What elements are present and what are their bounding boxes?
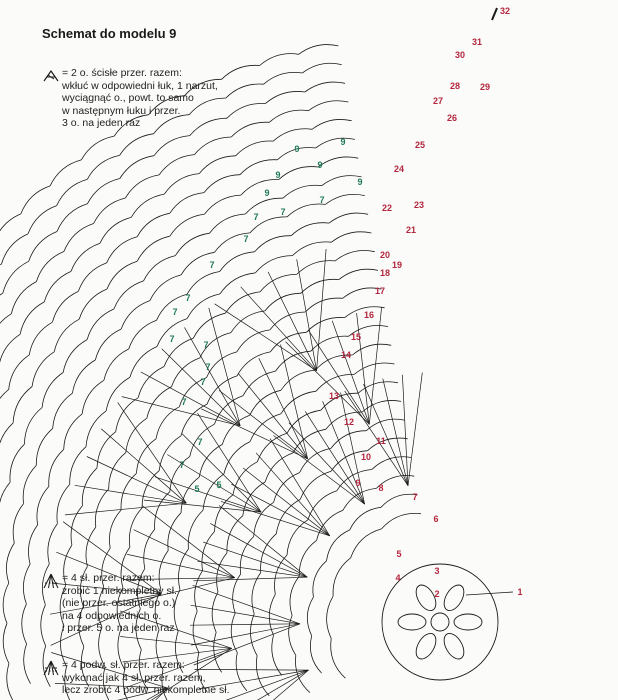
chain-arc <box>95 329 121 360</box>
chain-arc <box>36 252 64 282</box>
chain-arc <box>276 499 300 533</box>
motif-petal <box>454 614 482 630</box>
chain-arc <box>231 311 265 333</box>
four-dc-cluster-symbol-icon <box>42 572 60 590</box>
chain-arc <box>137 236 170 261</box>
chain-arc <box>372 457 411 470</box>
chain-arc <box>193 313 225 338</box>
stitch-line <box>369 307 381 424</box>
chain-arc <box>283 185 322 198</box>
chain-arc <box>240 160 277 175</box>
round-number-label: 12 <box>343 417 355 427</box>
stitch-line <box>286 342 370 425</box>
chain-arc <box>79 289 107 319</box>
round-number-label: 21 <box>405 225 417 235</box>
chain-arc <box>0 423 13 461</box>
chain-arc <box>164 338 193 366</box>
chain-arc <box>287 410 321 433</box>
chain-arc <box>335 251 375 261</box>
chain-arc <box>36 428 52 465</box>
chain-arc <box>299 45 339 55</box>
legend-item-two-sc <box>42 67 242 130</box>
round-number-label: 30 <box>454 50 466 60</box>
chain-arc <box>29 322 52 355</box>
repeat-mark-label: 7 <box>200 377 206 387</box>
chain-arc <box>0 334 20 368</box>
chain-arc <box>306 317 344 332</box>
chain-arc <box>144 256 176 281</box>
chain-arc <box>316 138 355 148</box>
two-sc-together-symbol-icon <box>42 67 60 85</box>
chain-arc <box>274 555 287 594</box>
chain-arc <box>95 489 108 527</box>
stitch-line <box>198 413 262 512</box>
chain-arc <box>260 54 299 66</box>
chain-arc <box>116 398 138 432</box>
stitch-line <box>383 379 408 486</box>
chain-arc <box>312 119 352 129</box>
chain-arc <box>351 529 382 558</box>
chain-arc <box>20 302 44 334</box>
chain-arc <box>250 614 257 656</box>
round-number-label: 7 <box>412 492 418 502</box>
motif-petal <box>412 630 440 662</box>
repeat-mark-label: 9 <box>340 137 346 147</box>
chain-arc <box>156 407 179 439</box>
chain-arc <box>339 269 378 279</box>
chain-arc <box>287 204 325 217</box>
round-number-label: 2 <box>434 589 440 599</box>
chain-arc <box>10 444 24 482</box>
stitch-line <box>231 484 329 536</box>
chain-arc <box>170 214 205 236</box>
chain-arc <box>7 664 15 700</box>
round-number-label: 25 <box>414 140 426 150</box>
motif-center <box>431 613 449 631</box>
chain-arc <box>29 232 57 262</box>
chain-arc <box>322 176 362 186</box>
chain-arc <box>237 330 270 352</box>
chain-arc <box>0 482 10 521</box>
repeat-mark-label: 7 <box>205 362 211 372</box>
chain-arc <box>32 352 54 387</box>
chain-arc <box>0 389 9 425</box>
chain-arc <box>3 583 9 623</box>
chain-arc <box>155 492 170 530</box>
chain-arc <box>121 301 150 329</box>
repeat-mark-label: 7 <box>181 397 187 407</box>
chain-arc <box>366 419 404 431</box>
round-number-label: 28 <box>449 81 461 91</box>
stitch-line <box>256 453 330 536</box>
chain-arc <box>255 236 292 252</box>
chain-arc <box>120 156 154 179</box>
round-number-label: 8 <box>378 483 384 493</box>
chain-arc <box>199 156 235 174</box>
chain-arc <box>120 134 154 156</box>
stitch-line <box>65 503 186 515</box>
chain-arc <box>11 282 36 314</box>
stitch-line <box>305 411 364 504</box>
chain-arc <box>205 195 241 214</box>
chain-arc <box>154 136 190 156</box>
repeat-mark-label: 9 <box>357 177 363 187</box>
chain-arc <box>24 644 31 684</box>
chain-arc <box>1 234 28 264</box>
stitch-line <box>142 506 235 578</box>
legend-text-two-sc: = 2 o. ścisłe przer. razem: wkłuć w odpowiedni łuk, 1 narzut, wyciągnąć o., powt. to samo w następnym łuku i przer. 3 o. na jeden raz <box>62 67 218 129</box>
stitch-line <box>402 375 408 486</box>
chain-arc <box>318 157 358 167</box>
chain-arc <box>137 213 170 237</box>
chain-arc <box>64 414 82 450</box>
chain-arc <box>194 137 231 155</box>
chain-arc <box>22 604 27 644</box>
round-number-label: 29 <box>479 82 491 92</box>
chain-arc <box>70 447 86 485</box>
chain-arc <box>87 179 119 204</box>
stitch-line <box>364 384 409 486</box>
chain-arc <box>215 495 233 532</box>
chain-arc <box>87 309 114 340</box>
stitch-line <box>408 373 422 486</box>
round-number-label: 22 <box>381 203 393 213</box>
chain-arc <box>87 155 119 179</box>
chain-arc <box>181 404 207 436</box>
chain-arc <box>307 597 313 636</box>
chain-arc <box>261 534 277 573</box>
stitch-line <box>219 390 308 459</box>
chain-arc <box>164 174 199 195</box>
round-number-label: 24 <box>393 164 405 174</box>
chain-arc <box>236 141 274 156</box>
chain-arc <box>3 623 9 663</box>
motif-petal <box>440 630 468 662</box>
repeat-mark-label: 7 <box>319 195 325 205</box>
stitch-line <box>118 402 187 503</box>
chain-arc <box>181 477 199 513</box>
chain-arc <box>270 332 306 352</box>
chain-arc <box>57 484 70 523</box>
chain-arc <box>100 217 131 243</box>
round-number-label: 31 <box>471 37 483 47</box>
chain-arc <box>289 616 296 656</box>
round-number-label: 27 <box>432 96 444 106</box>
chain-arc <box>48 524 58 564</box>
chain-arc <box>245 198 283 214</box>
chain-arc <box>104 349 129 380</box>
chain-arc <box>279 167 318 180</box>
chain-arc <box>220 252 255 272</box>
repeat-mark-label: 9 <box>294 144 300 154</box>
chain-arc <box>382 513 421 529</box>
legend-item-four-tr <box>42 659 242 697</box>
round-number-label: 18 <box>379 268 391 278</box>
chain-arc <box>57 179 87 205</box>
round-number-label: 6 <box>433 514 439 524</box>
chain-arc <box>354 363 394 374</box>
round-number-label: 5 <box>396 549 402 559</box>
chain-arc <box>86 527 96 566</box>
chain-arc <box>352 344 391 355</box>
chain-arc <box>265 91 304 103</box>
repeat-mark-label: 7 <box>179 460 185 470</box>
chain-arc <box>256 656 269 696</box>
chain-arc <box>260 274 297 292</box>
stitch-line <box>134 530 235 578</box>
round-number-label: 3 <box>434 566 440 576</box>
round-number-label: 13 <box>328 391 340 401</box>
repeat-mark-label: 5 <box>194 484 200 494</box>
chain-arc <box>114 281 144 309</box>
stitch-line <box>341 393 365 505</box>
chain-arc <box>170 193 204 214</box>
round-number-label: 11 <box>376 436 386 446</box>
round-number-label: 23 <box>413 200 425 210</box>
repeat-mark-label: 7 <box>280 207 286 217</box>
round-labels <box>329 6 523 599</box>
chain-arc <box>52 291 78 322</box>
round-number-label: 15 <box>350 332 362 342</box>
legend-text-four-tr: = 4 podw. sł. przer. razem: wykonać jak 4 sł. przer. razem, lecz zrobić 4 podw. niekompletne sł. <box>62 659 230 696</box>
chain-arc <box>241 179 279 195</box>
chain-arc <box>233 462 257 495</box>
chain-arc <box>78 263 106 292</box>
chain-arc <box>72 360 95 393</box>
motif-petal <box>440 582 468 614</box>
chain-arc <box>313 561 327 597</box>
chain-arc <box>210 214 246 233</box>
legend-text-four-dc: = 4 sł. przer. razem: zrobić 1 niekompletny sł. (nie przer. ostatniego o.) na 4 odpowiednich o. i przer. 5 o. na jeden raz <box>62 572 177 634</box>
stitch-line <box>162 349 241 426</box>
chain-arc <box>207 376 237 404</box>
stitch-line <box>221 501 330 535</box>
round-number-label: 4 <box>395 573 401 583</box>
chain-arc <box>269 110 308 122</box>
round-number-label: 26 <box>446 113 458 123</box>
chain-arc <box>86 411 106 447</box>
chain-arc <box>272 635 282 675</box>
chain-arc <box>109 510 121 548</box>
round-number-label: 9 <box>355 478 361 488</box>
chain-arc <box>311 336 349 351</box>
stitch-line <box>201 409 307 459</box>
chain-arc <box>305 82 345 92</box>
chain-arc <box>3 261 29 293</box>
chain-arc <box>130 347 157 378</box>
repeat-mark-label: 7 <box>253 212 259 222</box>
chain-arc <box>107 261 137 289</box>
chain-arc <box>23 564 30 604</box>
chain-arc <box>81 136 114 160</box>
chain-arc <box>264 72 303 84</box>
round-32-start-marker <box>492 8 497 20</box>
chain-arc <box>299 540 316 576</box>
chain-arc <box>220 273 255 294</box>
chain-arc <box>0 264 1 296</box>
stitch-line <box>297 259 317 370</box>
chain-arc <box>28 525 37 564</box>
repeat-mark-label: 9 <box>264 188 270 198</box>
chain-arc <box>106 377 130 411</box>
round-number-label: 14 <box>340 350 352 360</box>
chain-arc <box>159 436 181 471</box>
chain-arc <box>281 370 316 390</box>
chain-arc <box>13 504 23 543</box>
chain-arc <box>23 465 36 503</box>
chain-arc <box>42 373 63 408</box>
repeat-mark-label: 9 <box>275 170 281 180</box>
chain-arc <box>168 513 181 551</box>
chain-arc <box>310 636 321 673</box>
chain-arc <box>187 272 220 295</box>
chain-arc <box>125 175 159 198</box>
chain-arc <box>82 380 104 414</box>
chain-arc <box>159 155 194 175</box>
chain-arc <box>57 204 87 232</box>
chain-arc <box>129 508 142 547</box>
chain-arc <box>187 294 220 319</box>
chain-arc <box>126 418 147 452</box>
stitch-line <box>289 423 365 504</box>
chain-arc <box>53 393 73 428</box>
chain-arc <box>94 198 126 224</box>
repeat-mark-label: 7 <box>209 260 215 270</box>
chain-arc <box>175 233 209 255</box>
stitch-line <box>75 485 187 503</box>
chain-arc <box>147 387 172 419</box>
chain-arc <box>9 355 30 390</box>
chain-arc <box>24 408 42 445</box>
chain-arc <box>6 543 14 583</box>
repeat-mark-label: 7 <box>197 437 203 447</box>
chain-arc <box>150 275 181 301</box>
chain-arc <box>327 596 334 638</box>
page-title: Schemat do modelu 9 <box>42 26 177 41</box>
chain-arc <box>13 387 32 423</box>
chain-arc <box>44 271 71 302</box>
chain-arc <box>204 175 240 193</box>
legend-item-four-dc <box>42 572 242 635</box>
chain-arc <box>131 194 164 217</box>
chain-arc <box>270 312 305 330</box>
chain-arc <box>107 237 138 263</box>
chain-arc <box>325 194 364 204</box>
repeat-mark-label: 7 <box>203 340 209 350</box>
chain-arc <box>333 558 351 596</box>
repeat-mark-label: 5 <box>216 480 222 490</box>
chain-arc <box>350 507 381 530</box>
four-tr-cluster-symbol-icon <box>42 659 60 677</box>
round-number-label: 32 <box>499 6 511 16</box>
chain-arc <box>331 638 346 678</box>
round-number-label: 1 <box>517 587 523 597</box>
chain-arc <box>301 279 339 293</box>
chain-arc <box>64 224 94 252</box>
chain-arc <box>305 298 342 312</box>
motif-petal <box>398 614 426 630</box>
repeat-labels <box>169 137 362 494</box>
chain-arc <box>331 431 366 449</box>
repeat-mark-label: 7 <box>185 293 191 303</box>
chain-arc <box>308 101 348 111</box>
chain-arc <box>290 576 299 615</box>
round-number-label: 20 <box>379 250 391 260</box>
stitch-line <box>87 457 187 504</box>
stitch-line <box>209 308 240 426</box>
repeat-mark-label: 7 <box>243 234 249 244</box>
chain-arc <box>224 442 250 474</box>
round-number-label: 17 <box>374 286 386 296</box>
chain-arc <box>21 186 50 214</box>
chain-arc <box>329 213 368 223</box>
chain-arc <box>255 256 292 273</box>
chain-arc <box>49 449 64 486</box>
chain-arc <box>129 320 157 349</box>
round-number-label: 10 <box>360 452 372 462</box>
chain-arc <box>37 487 49 525</box>
chain-arc <box>358 382 398 393</box>
chain-arc <box>63 340 87 373</box>
chain-arc <box>281 391 316 414</box>
chain-arc <box>54 319 79 352</box>
chain-arc <box>273 129 312 141</box>
chain-arc <box>291 223 329 236</box>
repeat-mark-label: 7 <box>169 334 175 344</box>
stitch-line <box>210 523 307 577</box>
chain-arc <box>50 160 81 186</box>
round-number-label: 19 <box>391 260 403 270</box>
repeat-mark-label: 7 <box>172 307 178 317</box>
chain-arc <box>71 243 100 271</box>
repeat-mark-label: 9 <box>317 160 323 170</box>
chain-arc <box>302 63 341 73</box>
chain-arc <box>327 530 350 561</box>
chain-arc <box>28 206 57 234</box>
chain-arc <box>297 261 335 275</box>
chain-arc <box>199 444 222 477</box>
round-number-label: 16 <box>363 310 375 320</box>
chain-arc <box>71 506 82 545</box>
chain-arc <box>287 520 308 555</box>
chain-arc <box>331 232 371 242</box>
stitch-line <box>317 249 327 371</box>
